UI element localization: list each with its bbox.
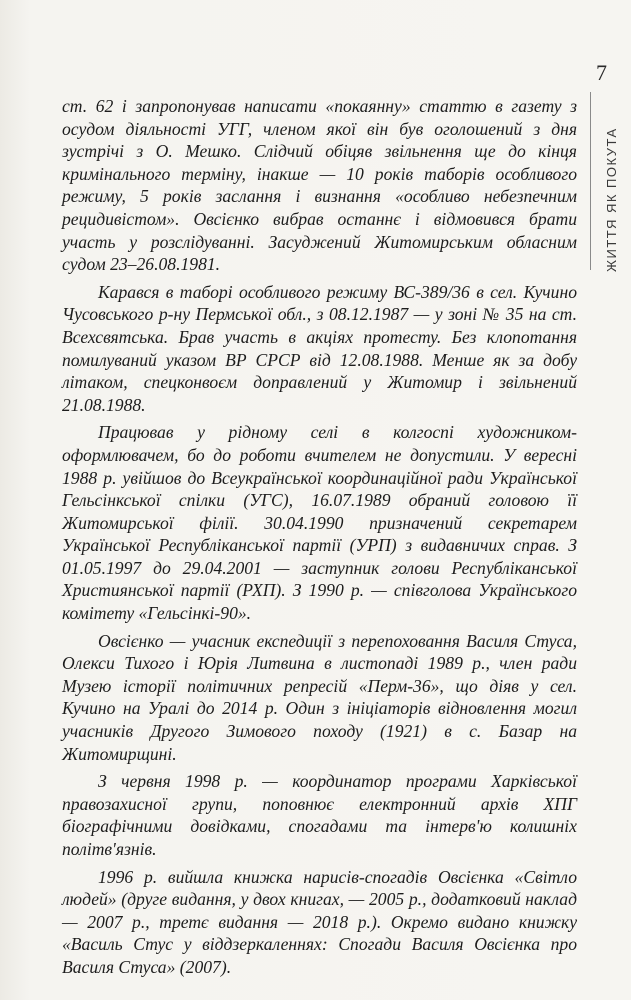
paragraph-4: Овсієнко — учасник експедиції з перепоховання Василя Стуса, Олекси Тихого і Юрія Литвина в листопаді 1989 р., член ради Музею історії політичних репресій «Перм-36», що діяв у сел. Кучино на Уралі до 2014 р. Один з ініціаторів відновлення могил учасників Другого Зимового походу (1921) в с. Базар на Житомирщині. <box>62 630 577 764</box>
page-number: 7 <box>596 60 607 85</box>
paragraph-3: Працював у рідному селі в колгоспі художником-оформлювачем, бо до роботи вчителем не допустили. У вересні 1988 р. увійшов до Всеукраїнської координаційної ради Української Гельсінкської спілки (УГС), 16.07.1989 обраний головою її Житомирської філії. 30.04.1990 призначений секретарем Української Республіканської партії (УРП) з видавничих справ. З 01.05.1997 до 29.04.2001 — заступник голови Республіканської Християнської партії (РХП). З 1990 р. — співголова Українського комітету «Гельсінкі-90». <box>62 422 577 624</box>
paragraph-2: Карався в таборі особливого режиму ВС-389/36 в сел. Кучино Чусовського р-ну Пермської обл., з 08.12.1987 — у зоні № 35 на ст. Всехсвятська. Брав участь в акціях протесту. Без клопотання помилуваний указом ВР СРСР від 12.08.1988. Менше як за добу літаком, спецконвоєм доправлений у Житомир і звільнений 21.08.1988. <box>62 281 577 415</box>
side-rule <box>590 92 591 270</box>
body-text <box>62 95 577 984</box>
paragraph-1: ст. 62 і запропонував написати «покаянну» статтю в газету з осудом діяльності УГГ, членом якої він був оголошений з дня зустрічі з О. Мешко. Слідчий обіцяв звільнення ще до кінця кримінального терміну, інакше — 10 років таборів особливого режиму, 5 років заслання і визнання «особливо небезпечним рецидивістом». Овсієнко вибрав останнє і відмовився брати участь у розслідуванні. Засуджений Житомирським обласним судом 23–26.08.1981. <box>62 96 577 275</box>
running-head: ЖИТТЯ ЯК ПОКУТА <box>604 127 619 272</box>
paragraph-5: З червня 1998 р. — координатор програми Харківської правозахисної групи, поповнює електронний архів ХПГ біографічними довідками, спогадами та інтерв'ю колишніх політв'язнів. <box>62 771 577 859</box>
paragraph-6: 1996 р. вийшла книжка нарисів-спогадів Овсієнка «Світло людей» (друге видання, у двох книгах, — 2005 р., додатковий наклад — 2007 р., третє видання — 2018 р.). Окремо видано книжку «Василь Стус у віддзеркаленнях: Спогади Василя Овсієнка про Василя Стуса» (2007). <box>62 866 577 977</box>
